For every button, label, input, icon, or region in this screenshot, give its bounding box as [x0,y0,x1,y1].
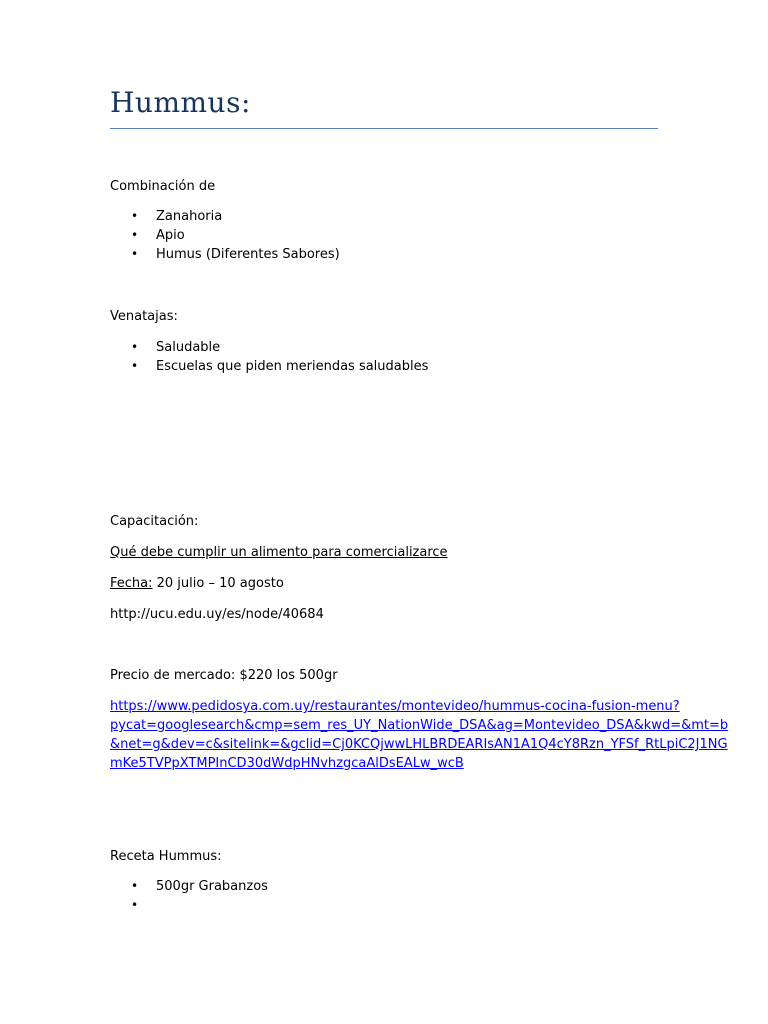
bullet-icon: • [131,209,139,223]
precio-link-line[interactable]: &net=g&dev=c&sitelink=&gclid=Cj0KCQjwwLHLBRDEARIsAN1A1Q4cY8Rzn_YFSf_RtLpiC2J1NG [110,737,728,752]
bullet-icon: • [131,247,139,261]
receta-heading: Receta Hummus: [110,849,222,864]
precio-text: Precio de mercado: $220 los 500gr [110,668,338,683]
bullet-icon: • [131,879,139,893]
list-item-text: Zanahoria [156,209,223,224]
fecha-label: Fecha: [110,576,153,591]
combinacion-heading: Combinación de [110,179,216,194]
precio-link-line[interactable]: mKe5TVPpXTMPInCD30dWdpHNvhzgcaAlDsEALw_wcB [110,756,464,771]
bullet-icon: • [131,898,139,912]
list-item-text: Humus (Diferentes Sabores) [156,247,340,262]
fecha-value: 20 julio – 10 agosto [152,576,284,591]
page-title: Hummus: [110,86,251,119]
ventajas-heading: Venatajas: [110,309,178,324]
course-url: http://ucu.edu.uy/es/node/40684 [110,607,324,622]
title-underline-rule [110,128,658,129]
list-item-text: Escuelas que piden meriendas saludables [156,359,429,374]
bullet-icon: • [131,340,139,354]
precio-link-line[interactable]: https://www.pedidosya.com.uy/restaurantes/montevideo/hummus-cocina-fusion-menu? [110,699,680,714]
list-item-text: Apio [156,228,185,243]
precio-link-line[interactable]: pycat=googlesearch&cmp=sem_res_UY_NationWide_DSA&ag=Montevideo_DSA&kwd=&mt=b [110,718,729,733]
bullet-icon: • [131,359,139,373]
capacitacion-heading: Capacitación: [110,514,199,529]
fecha-line [110,574,284,593]
bullet-icon: • [131,228,139,242]
list-item-text: 500gr Grabanzos [156,879,268,894]
list-item-text: Saludable [156,340,221,355]
precio-link[interactable] [110,697,729,773]
course-title: Qué debe cumplir un alimento para comercializarce [110,545,448,560]
